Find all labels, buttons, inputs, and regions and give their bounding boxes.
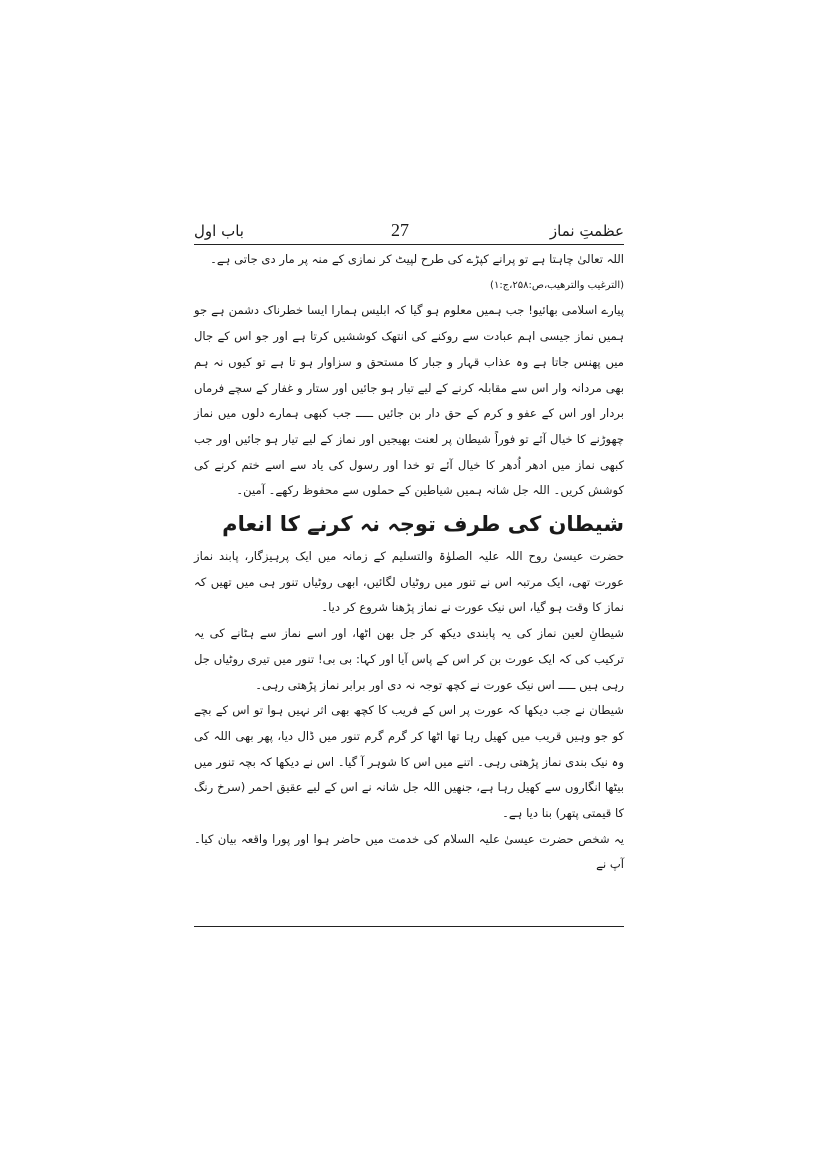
citation: (الترغیب والترھیب،ص:۲۵۸،ج:۱) bbox=[490, 279, 624, 291]
paragraph-opening: اللہ تعالیٰ چاہتا ہے تو پرانے کپڑے کی طرح لپیٹ کر نمازی کے منہ پر مار دی جاتی ہے۔ bbox=[210, 252, 624, 266]
book-page bbox=[194, 0, 624, 1169]
paragraph-story-2: شیطانِ لعین نماز کی یہ پابندی دیکھ کر جل بھن اٹھا، اور اسے نماز سے ہٹانے کی یہ ترکیب کی کہ ایک عورت بن کر اس کے پاس آیا اور کہا: بی بی! تنور میں تیری روٹیاں جل رہی ہیں ـــــ اس نیک عورت نے کچھ توجہ نہ دی اور برابر نماز پڑھتی رہی۔ bbox=[194, 626, 624, 692]
paragraph-story-3: شیطان نے جب دیکھا کہ عورت پر اس کے فریب کا کچھ بھی اثر نہیں ہوا تو اس کے بچے کو جو وہیں قریب میں کھیل رہا تھا اٹھا کر گرم گرم تنور میں ڈال دیا، پھر بھی اللہ کی وہ نیک بندی نماز پڑھتی رہی۔ اتنے میں اس کا شوہر آ گیا۔ اس نے دیکھا کہ بچہ تنور میں بیٹھا انگاروں سے کھیل رہا ہے، جنھیں اللہ جل شانہ نے اس کے لیے عقیق احمر (سرخ رنگ کا قیمتی پتھر) بنا دیا ہے۔ bbox=[194, 703, 624, 821]
page-number: 27 bbox=[391, 220, 409, 240]
paragraph-exhortation: پیارے اسلامی بھائیو! جب ہمیں معلوم ہو گیا کہ ابلیس ہمارا ایسا خطرناک دشمن ہے جو ہمیں نماز جیسی اہم عبادت سے روکنے کی انتھک کوششیں کرتا ہے اور جو اس کے جال میں پھنس جاتا ہے وہ عذاب قہار و جبار کا مستحق و سزاوار ہو تا ہے تو کیوں نہ ہم بھی مردانہ وار اس سے مقابلہ کرنے کے لیے تیار ہو جائیں اور ستار و غفار کے سچے فرماں بردار اور اس کے عفو و کرم کے حق دار بن جائیں ـــــ جب کبھی ہمارے دلوں میں نماز چھوڑنے کا خیال آئے تو فوراً شیطان پر لعنت بھیجیں اور نماز کے لیے تیار ہو جائیں اور جب کبھی نماز میں ادھر اُدھر کا خیال آئے تو خدا اور رسول کی یاد سے اسے ختم کرنے کی کوشش کریں۔ اللہ جل شانہ ہمیں شیاطین کے حملوں سے محفوظ رکھے۔ آمین۔ bbox=[194, 303, 624, 498]
page-body bbox=[194, 247, 624, 878]
chapter-label: باب اول bbox=[194, 222, 244, 240]
header-rule bbox=[194, 244, 624, 245]
section-heading: شیطان کی طرف توجہ نہ کرنے کا انعام bbox=[222, 512, 624, 537]
paragraph-story-1: حضرت عیسیٰ روح اللہ علیہ الصلوٰۃ والتسلیم کے زمانہ میں ایک پرہیزگار، پابند نماز عورت تھی، ایک مرتبہ اس نے تنور میں روٹیاں لگائیں، ابھی روٹیاں تنور ہی میں تھیں کہ نماز کا وقت ہو گیا، اس نیک عورت نے نماز پڑھنا شروع کر دیا۔ bbox=[194, 549, 624, 615]
paragraph-story-4: یہ شخص حضرت عیسیٰ علیہ السلام کی خدمت میں حاضر ہوا اور پورا واقعہ بیان کیا۔ آپ نے bbox=[194, 831, 624, 872]
footer-rule bbox=[194, 926, 624, 927]
book-title: عظمتِ نماز bbox=[549, 222, 624, 240]
page-header bbox=[194, 220, 624, 244]
